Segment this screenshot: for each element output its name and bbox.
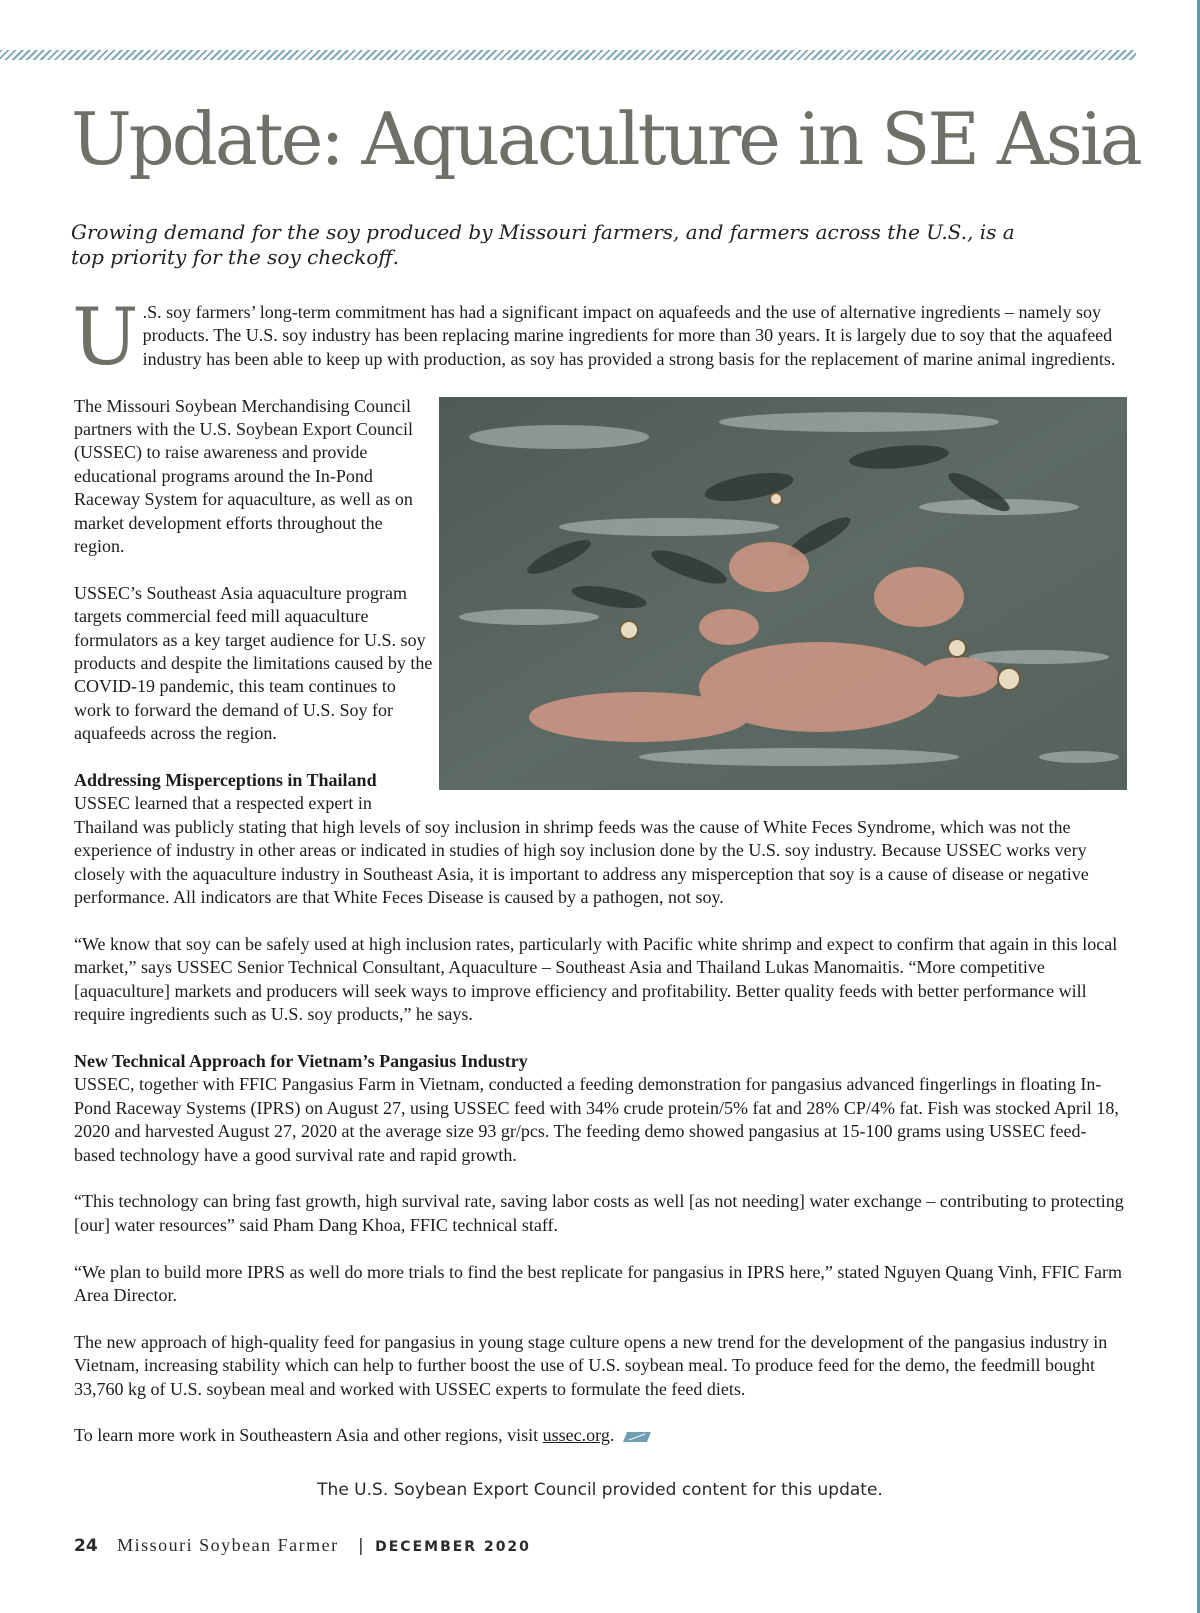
closing-period: . [609, 1425, 615, 1446]
closing-text: To learn more work in Southeastern Asia and other regions, visit [74, 1425, 539, 1446]
new-approach-paragraph: The new approach of high-quality feed for pangasius in young stage culture opens a new trend for the development of the pangasius industry in Vietnam, increasing stability which can help to further boost the use of U.S. soybean meal. To produce feed for the demo, the feedmill bought 33,760 kg of U.S. soybean meal and worked with USSEC experts to formulate the feed diets. [74, 1331, 1108, 1399]
ussec-program-paragraph: USSEC’s Southeast Asia aquaculture program targets commercial feed mill aquaculture formulators as a key target audience for U.S. soy products and despite the limitations caused by the COVID-19 pandemic, this team continues to work to forward the demand of U.S. Soy for aquafeeds across the region. [74, 582, 433, 744]
article-body [72, 291, 1125, 1471]
msmc-paragraph: The Missouri Soybean Merchandising Council partners with the U.S. Soybean Export Council (USSEC) to raise awareness and provide educational programs around the In-Pond Raceway System for aquaculture, as well as on market development efforts throughout the region. [74, 395, 413, 557]
top-stripe-decoration [0, 50, 1136, 60]
vinh-quote-paragraph: “We plan to build more IPRS as well do more trials to find the best replicate for pangasius in IPRS here,” stated Nguyen Quang Vinh, FFIC Farm Area Director. [74, 1261, 1122, 1305]
page-number: 24 [74, 1536, 98, 1556]
section-heading-vietnam: New Technical Approach for Vietnam’s Pangasius Industry [74, 1050, 528, 1071]
khoa-quote-paragraph: “This technology can bring fast growth, high survival rate, saving labor costs as well [as not needing] water exchange – contributing to protecting [our] water resources” said Pham Dang Khoa, FFIC technical staff. [74, 1191, 1124, 1235]
closing-paragraph [74, 1424, 1125, 1447]
ussec-link[interactable]: ussec.org [542, 1425, 610, 1446]
thailand-section [74, 769, 1125, 909]
article-deck: Growing demand for the soy produced by Missouri farmers, and farmers across the U.S., is a top priority for the soy checkoff. [71, 220, 1015, 269]
intro-text: .S. soy farmers’ long-term commitment has had a significant impact on aquafeeds and the use of alternative ingredients – namely soy products. The U.S. soy industry has been replacing marine ingredients for more than 30 years. It is largely due to soy that the aquafeed industry has been able to keep up with production, as soy has provided a strong basis for the replacement of marine animal ingredients. [142, 302, 1116, 369]
fish-pond-photo [439, 397, 1127, 790]
page-title: Update: Aquaculture in SE Asia [71, 97, 1140, 181]
manomaitis-quote-paragraph: “We know that soy can be safely used at high inclusion rates, particularly with Pacific white shrimp and expect to confirm that again in this local market,” says USSEC Senior Technical Consultant, Aquaculture – Southeast Asia and Thailand Lukas Manomaitis. “More competitive [aquaculture] markets and producers will seek ways to improve efficiency and profitability. Better quality feeds with better performance will require ingredients such as U.S. soy products,” he says. [74, 933, 1118, 1025]
thailand-text: USSEC learned that a respected expert in Thailand was publicly stating that high levels of soy inclusion in shrimp feeds was the cause of White Feces Syndrome, which was not the experience of industry in other areas or indicated in studies of high soy inclusion done by the U.S. soy industry. Because USSEC works very closely with the aquaculture industry in Southeast Asia, it is important to address any misperception that soy is a cause of disease or negative performance. All indicators are that White Feces Disease is caused by a pathogen, not soy. [74, 793, 1089, 908]
soy-leaf-end-mark-icon [623, 1431, 651, 1443]
vietnam-text: USSEC, together with FFIC Pangasius Farm in Vietnam, conducted a feeding demonstration for pangasius advanced fingerlings in floating In-Pond Raceway Systems (IPRS) on August 27, using USSEC feed with 34% crude protein/5% fat and 28% CP/4% fat. Fish was stocked April 18, 2020 and harvested August 27, 2020 at the average size 93 gr/pcs. The feeding demo showed pangasius at 15-100 grams using USSEC feed-based technology have a good survival rate and rapid growth. [74, 1074, 1119, 1165]
magazine-name: Missouri Soybean Farmer [117, 1535, 339, 1555]
page-footer [74, 1535, 531, 1556]
content-credit: The U.S. Soybean Export Council provided content for this update. [317, 1480, 883, 1500]
section-heading-thailand: Addressing Misperceptions in Thailand [74, 770, 377, 791]
vietnam-section [74, 1050, 1125, 1167]
drop-cap: U [72, 291, 139, 383]
issue-date: DECEMBER 2020 [375, 1539, 531, 1555]
intro-paragraph [72, 291, 1125, 383]
footer-separator: | [357, 1536, 364, 1556]
